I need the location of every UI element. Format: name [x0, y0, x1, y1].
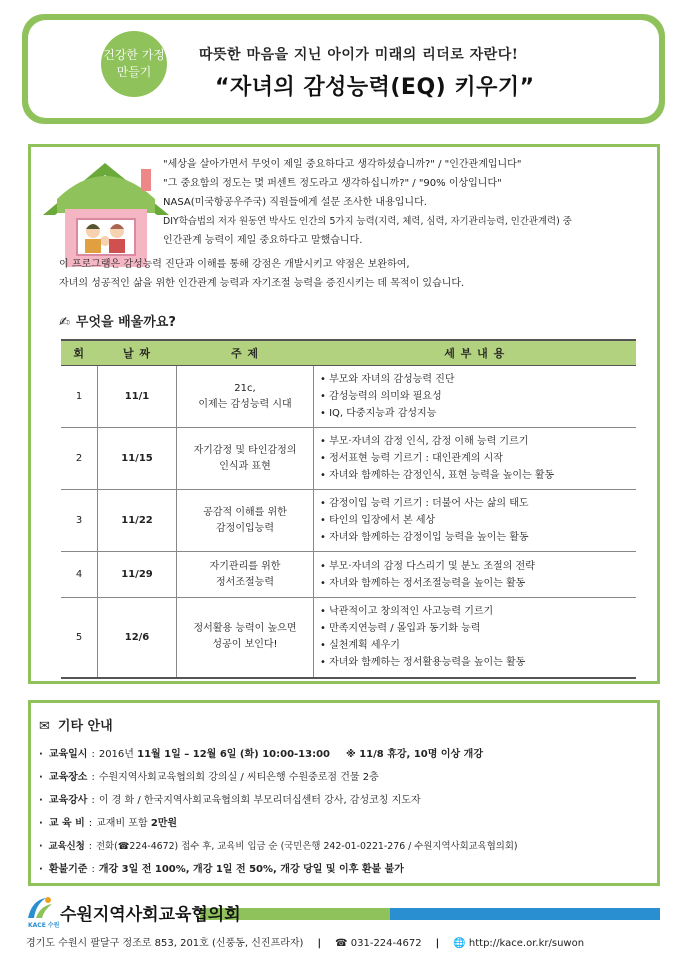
detail-item: • 정서표현 능력 기르기 : 대인관계의 시작	[320, 450, 632, 467]
topic-line: 인식과 표현	[219, 460, 271, 472]
row-date: 11/29	[98, 552, 177, 598]
topic-line: 감정이입능력	[216, 522, 274, 534]
info-title-text: 기타 안내	[57, 719, 113, 734]
learn-title-text: 무엇을 배울까요?	[75, 315, 176, 330]
table-row	[61, 428, 636, 490]
topic-line: 자기감정 및 타인감정의	[193, 444, 297, 456]
topic-line: 성공이 보인다!	[212, 639, 278, 651]
topic-line: 공감적 이해를 위한	[203, 506, 287, 518]
schedule-table	[61, 339, 636, 679]
info-row-place: · 교육장소 : 수원지역사회교육협의회 강의실 / 씨티은행 수원중로점 건물 2층	[39, 772, 379, 783]
info-row-fee: · 교 육 비 : 교재비 포함 2만원	[39, 818, 178, 829]
topic-line: 정서조절능력	[216, 576, 274, 588]
detail-item: • 부모·자녀의 감정 다스리기 및 분노 조절의 전략	[320, 558, 632, 575]
detail-item: • 감성능력의 의미와 필요성	[320, 388, 632, 405]
table-header-row	[61, 340, 636, 366]
info-row-refund: · 환불기준 : 개강 3일 전 100%, 개강 1일 전 50%, 개강 당일 및 이후 환불 불가	[39, 864, 404, 875]
detail-item: • 자녀와 함께하는 정서조절능력을 높이는 활동	[320, 575, 632, 592]
footer-contact: 경기도 수원시 팔달구 정조로 853, 201호 (신풍동, 신진프라자) | ☎ 031-224-4672 | 🌐 http://kace.or.kr/suwon	[26, 938, 585, 949]
intro-line: "그 중요함의 정도는 몇 퍼센트 정도라고 생각하십니까?" / "90% 이상입니다"	[163, 178, 502, 189]
row-topic	[177, 366, 314, 428]
globe-icon: 🌐	[453, 938, 469, 949]
purpose-line: 자녀의 성공적인 삶을 위한 인간관계 능력과 자기조절 능력을 증진시키는 데 목적이 있습니다.	[59, 278, 465, 289]
intro-line: "세상을 살아가면서 무엇이 제일 중요하다고 생각하셨습니까?" / "인간관계입니다"	[163, 159, 522, 170]
row-topic	[177, 598, 314, 678]
org-name: 수원지역사회교육협의회	[60, 905, 241, 925]
detail-item: • 자녀와 함께하는 정서활용능력을 높이는 활동	[320, 654, 632, 671]
info-text: 교재비 포함	[96, 818, 151, 829]
intro-line: DIY학습법의 저자 원동연 박사도 인간의 5가지 능력(지력, 체력, 심력, 자기관리능력, 인간관계력) 중	[163, 216, 572, 227]
table-row	[61, 552, 636, 598]
badge-line1: 건강한 가정	[103, 48, 165, 62]
detail-item: • IQ, 다중지능과 감성지능	[320, 405, 632, 422]
envelope-icon: ✉	[39, 719, 50, 734]
footer-bar-blue	[390, 908, 660, 920]
tagline: 따뜻한 마음을 지닌 아이가 미래의 리더로 자란다!	[199, 47, 519, 63]
pen-icon: ✍	[59, 315, 70, 330]
col-header-num: 회	[61, 340, 98, 366]
intro-line: NASA(미국항공우주국) 직원들에게 설문 조사한 내용입니다.	[163, 197, 427, 208]
row-num: 3	[61, 490, 98, 552]
intro-purpose	[59, 255, 649, 293]
section-title-learn	[59, 311, 176, 330]
detail-item: • 부모와 자녀의 감성능력 진단	[320, 371, 632, 388]
row-date: 12/6	[98, 598, 177, 678]
info-label: 교육강사	[48, 795, 88, 806]
info-bold: 11월 1일 – 12월 6일 (화) 10:00-13:00	[137, 749, 331, 760]
table-row	[61, 598, 636, 678]
row-detail	[314, 366, 637, 428]
info-label: 환불기준	[48, 864, 88, 875]
badge-circle	[101, 31, 167, 97]
detail-item: • 자녀와 함께하는 감정인식, 표현 능력을 높이는 활동	[320, 467, 632, 484]
info-text: 전화(☎224-4672) 접수 후, 교육비 입금 순 (국민은행 242-01-0221-276 / 수원지역사회교육협의회)	[95, 841, 518, 852]
info-label: 교육장소	[48, 772, 88, 783]
detail-item: • 실천계획 세우기	[320, 637, 632, 654]
info-text: 수원지역사회교육협의회 강의실 / 씨티은행 수원중로점 건물 2층	[98, 772, 379, 783]
detail-item: • 감정이입 능력 기르기 : 더불어 사는 삶의 태도	[320, 495, 632, 512]
row-topic	[177, 490, 314, 552]
detail-item: • 만족지연능력 / 몰입과 동기화 능력	[320, 620, 632, 637]
kace-logo-icon	[26, 896, 54, 920]
info-list	[39, 743, 649, 881]
detail-item: • 부모·자녀의 감정 인식, 감정 이해 능력 기르기	[320, 433, 632, 450]
row-date: 11/15	[98, 428, 177, 490]
footer-url[interactable]: http://kace.or.kr/suwon	[468, 938, 585, 949]
info-text: 이 경 화 / 한국지역사회교육협의회 부모리더십센터 강사, 감성코칭 지도자	[98, 795, 421, 806]
row-date: 11/22	[98, 490, 177, 552]
row-detail	[314, 428, 637, 490]
detail-item: • 타인의 입장에서 본 세상	[320, 512, 632, 529]
detail-item: • 자녀와 함께하는 감정이입 능력을 높이는 활동	[320, 529, 632, 546]
footer-address: 경기도 수원시 팔달구 정조로 853, 201호 (신풍동, 신진프라자)	[26, 938, 304, 949]
info-row-instructor: · 교육강사 : 이 경 화 / 한국지역사회교육협의회 부모리더십센터 강사, 감성코칭 지도자	[39, 795, 421, 806]
row-num: 2	[61, 428, 98, 490]
row-num: 1	[61, 366, 98, 428]
row-topic	[177, 428, 314, 490]
intro-line: 인간관계 능력이 제일 중요하다고 말했습니다.	[163, 235, 363, 246]
purpose-line: 이 프로그램은 감성능력 진단과 이해를 통해 강점은 개발시키고 약점은 보완하여,	[59, 259, 410, 270]
row-date: 11/1	[98, 366, 177, 428]
badge-line2: 만들기	[116, 65, 152, 79]
info-label: 교 육 비	[48, 818, 85, 829]
logo-subtext: KACE 수원	[28, 922, 60, 929]
intro-box	[28, 144, 660, 684]
table-row	[61, 490, 636, 552]
info-label: 교육신청	[48, 841, 85, 852]
row-detail	[314, 552, 637, 598]
footer-phone: ☎ 031-224-4672	[335, 938, 422, 949]
page-title: “자녀의 감성능력(EQ) 키우기”	[215, 75, 535, 100]
section-title-info	[39, 715, 113, 734]
col-header-topic: 주 제	[177, 340, 314, 366]
row-num: 4	[61, 552, 98, 598]
topic-line: 정서활용 능력이 높으면	[193, 623, 297, 635]
topic-line: 21c,	[234, 382, 256, 394]
topic-line: 자기관리를 위한	[209, 560, 281, 572]
row-num: 5	[61, 598, 98, 678]
info-bold: 2만원	[150, 818, 178, 829]
info-bold: 개강 3일 전 100%, 개강 1일 전 50%, 개강 당일 및 이후 환불 불가	[98, 864, 404, 875]
col-header-date: 날 짜	[98, 340, 177, 366]
table-row	[61, 366, 636, 428]
col-header-detail: 세 부 내 용	[314, 340, 637, 366]
org-logo	[26, 896, 296, 928]
row-topic	[177, 552, 314, 598]
info-box	[28, 700, 660, 886]
info-row-apply: · 교육신청 : 전화(☎224-4672) 접수 후, 교육비 입금 순 (국민은행 242-01-0221-276 / 수원지역사회교육협의회)	[39, 841, 518, 852]
row-detail	[314, 490, 637, 552]
topic-line: 이제는 감성능력 시대	[198, 398, 292, 410]
info-label: 교육일시	[48, 749, 88, 760]
info-extra: ※ 11/8 휴강, 10명 이상 개강	[346, 749, 484, 760]
info-text: 2016년	[98, 749, 138, 760]
intro-paragraph	[163, 155, 643, 250]
info-row-date: · 교육일시 : 2016년 11월 1일 – 12월 6일 (화) 10:00-13:00 ※ 11/8 휴강, 10명 이상 개강	[39, 749, 484, 760]
detail-item: • 낙관적이고 창의적인 사고능력 기르기	[320, 603, 632, 620]
row-detail	[314, 598, 637, 678]
